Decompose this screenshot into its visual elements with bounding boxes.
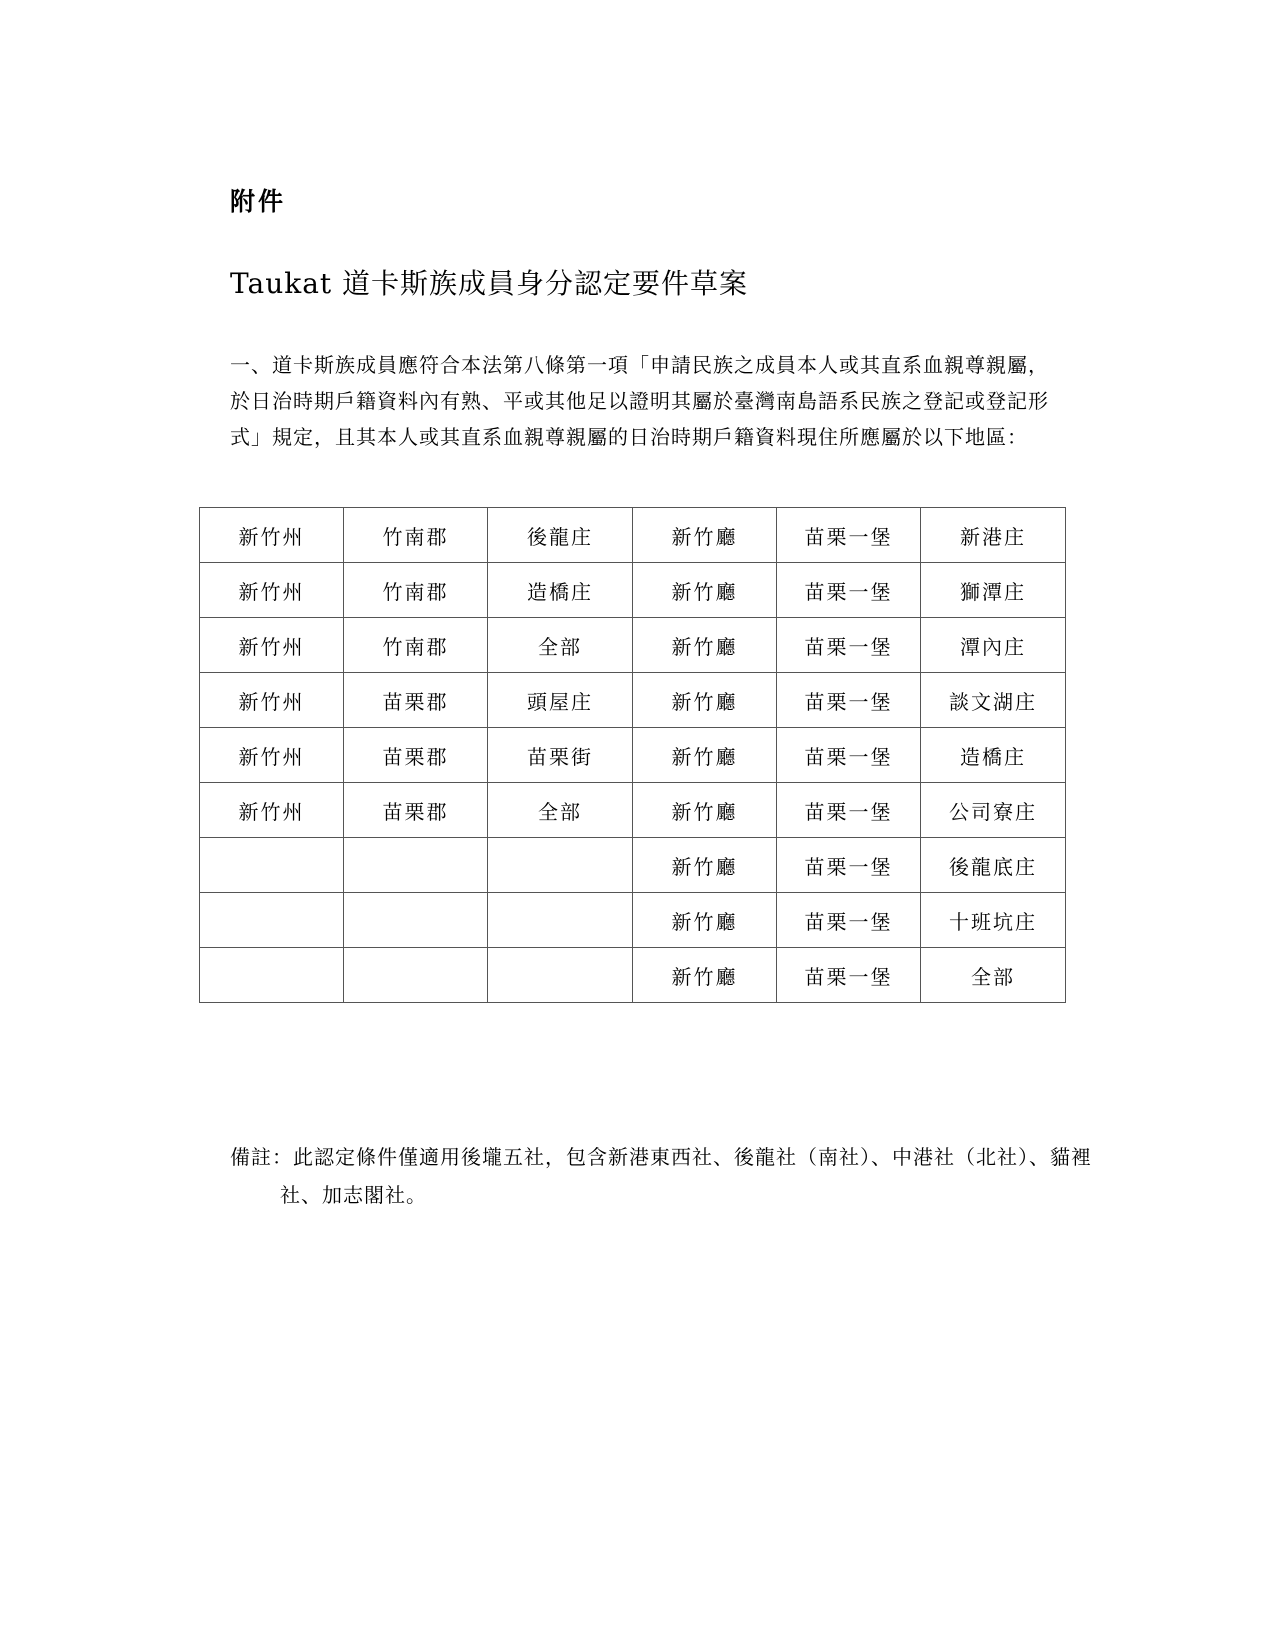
intro-paragraph: 一、道卡斯族成員應符合本法第八條第一項「申請民族之成員本人或其直系血親尊親屬，於日治時期戶籍資料內有熟、平或其他足以證明其屬於臺灣南島語系民族之登記或登記形式」規定，且其本人或其直系血親尊親屬的日治時期戶籍資料現住所應屬於以下地區： — [230, 353, 1049, 449]
table-row — [200, 783, 1066, 838]
table-cell: 後龍底庄 — [921, 838, 1066, 893]
table-row — [200, 728, 1066, 783]
table-cell: 苗栗一堡 — [777, 673, 921, 728]
attachment-heading: 附件 — [230, 187, 287, 216]
area-table-body — [200, 508, 1066, 1003]
residence-area-table — [199, 507, 1066, 1003]
table-row — [200, 893, 1066, 948]
table-row — [200, 508, 1066, 563]
table-cell — [344, 893, 488, 948]
table-cell: 新竹州 — [200, 508, 344, 563]
table-cell: 新竹州 — [200, 563, 344, 618]
table-cell: 造橋庄 — [921, 728, 1066, 783]
table-cell: 新港庄 — [921, 508, 1066, 563]
table-cell — [488, 838, 633, 893]
table-cell: 新竹廳 — [633, 618, 777, 673]
table-cell: 談文湖庄 — [921, 673, 1066, 728]
table-cell — [200, 948, 344, 1003]
table-cell: 全部 — [921, 948, 1066, 1003]
table-cell — [200, 838, 344, 893]
table-cell: 新竹廳 — [633, 893, 777, 948]
table-cell: 獅潭庄 — [921, 563, 1066, 618]
table-cell: 苗栗一堡 — [777, 508, 921, 563]
table-cell: 新竹廳 — [633, 673, 777, 728]
table-cell: 新竹廳 — [633, 563, 777, 618]
table-cell: 全部 — [488, 783, 633, 838]
table-cell: 新竹廳 — [633, 948, 777, 1003]
table-cell: 新竹州 — [200, 783, 344, 838]
table-row — [200, 948, 1066, 1003]
table-row — [200, 673, 1066, 728]
table-cell: 頭屋庄 — [488, 673, 633, 728]
table-cell: 苗栗一堡 — [777, 563, 921, 618]
table-cell: 苗栗郡 — [344, 673, 488, 728]
table-cell: 全部 — [488, 618, 633, 673]
table-cell: 新竹廳 — [633, 838, 777, 893]
table-cell: 新竹州 — [200, 618, 344, 673]
table-cell: 苗栗一堡 — [777, 618, 921, 673]
table-cell: 苗栗郡 — [344, 783, 488, 838]
table-cell: 苗栗一堡 — [777, 728, 921, 783]
table-row — [200, 838, 1066, 893]
table-cell: 新竹廳 — [633, 783, 777, 838]
table-cell — [344, 948, 488, 1003]
remark-note: 備註：此認定條件僅適用後壠五社，包含新港東西社、後龍社（南社）、中港社（北社）、貓裡社、加志閣社。 — [230, 1145, 1092, 1207]
table-cell: 竹南郡 — [344, 618, 488, 673]
table-cell: 竹南郡 — [344, 563, 488, 618]
table-cell — [488, 893, 633, 948]
table-cell — [488, 948, 633, 1003]
table-cell — [344, 838, 488, 893]
table-cell: 苗栗郡 — [344, 728, 488, 783]
table-cell — [200, 893, 344, 948]
table-cell: 苗栗一堡 — [777, 783, 921, 838]
table-cell: 苗栗一堡 — [777, 948, 921, 1003]
table-cell: 十班坑庄 — [921, 893, 1066, 948]
table-cell: 潭內庄 — [921, 618, 1066, 673]
document-title: Taukat 道卡斯族成員身分認定要件草案 — [230, 267, 749, 300]
table-cell: 新竹廳 — [633, 728, 777, 783]
table-cell: 苗栗一堡 — [777, 838, 921, 893]
table-cell: 苗栗一堡 — [777, 893, 921, 948]
table-cell: 公司寮庄 — [921, 783, 1066, 838]
table-cell: 新竹州 — [200, 728, 344, 783]
table-cell: 竹南郡 — [344, 508, 488, 563]
table-cell: 新竹州 — [200, 673, 344, 728]
table-row — [200, 563, 1066, 618]
table-cell: 新竹廳 — [633, 508, 777, 563]
table-cell: 苗栗街 — [488, 728, 633, 783]
table-row — [200, 618, 1066, 673]
table-cell: 造橋庄 — [488, 563, 633, 618]
table-cell: 後龍庄 — [488, 508, 633, 563]
